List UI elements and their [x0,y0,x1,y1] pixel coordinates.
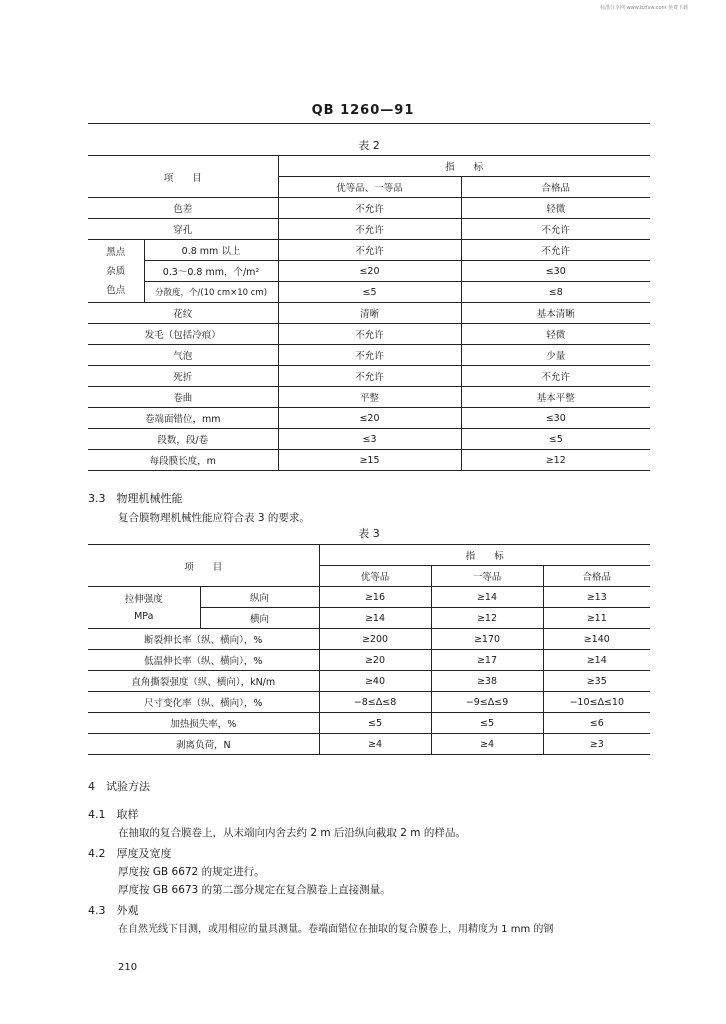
table2-value: 轻微 [461,324,650,345]
table2-item: 气泡 [88,345,278,366]
table3-item: 低温伸长率（纵、横向），% [88,650,319,671]
table3-value: ≥170 [431,629,543,650]
table2-value: ≤20 [278,408,461,429]
table3-value: ≥4 [431,734,543,755]
page-number: 210 [118,962,138,973]
table-row [88,671,650,692]
table2-header-grade2: 合格品 [461,177,650,198]
table-row [88,219,650,240]
table3-value: ≥38 [431,671,543,692]
table-row [88,734,650,755]
table2-group-label [88,240,144,303]
table3-value: ≥12 [431,608,543,629]
table3-item: 剥离负荷，N [88,734,319,755]
table-row [88,429,650,450]
table2-value: 不允许 [461,240,650,261]
table-row [88,240,650,261]
table2-value: 不允许 [278,324,461,345]
table3-value: ≥200 [319,629,431,650]
table3-value: ≤6 [543,713,650,734]
table3-item: 尺寸变化率（纵、横向），% [88,692,319,713]
table3-value: ≥11 [543,608,650,629]
table2-item: 发毛（包括冷痕） [88,324,278,345]
table-row [88,587,650,608]
table3-value: −9≤Δ≤9 [431,692,543,713]
table2-value: ≤30 [461,261,650,282]
table3-item: 加热损失率，% [88,713,319,734]
table2-item: 分散度，个/(10 cm×10 cm) [144,282,278,303]
table3-item: 横向 [200,608,319,629]
table2-value: 清晰 [278,303,461,324]
table3-value: −8≤Δ≤8 [319,692,431,713]
section-4-1-heading: 4.1 取样 [88,808,139,821]
table3-value: ≥13 [543,587,650,608]
table2-item: 卷端面错位，mm [88,408,278,429]
table3-header-index: 指 标 [319,545,650,566]
table2-value: 不允许 [278,366,461,387]
group-label-line: 黑点 [106,246,126,258]
table3-value: ≥14 [431,587,543,608]
table3-header-g3: 合格品 [543,566,650,587]
section-4-2-heading: 4.2 厚度及宽度 [88,847,172,860]
table3-value: ≥17 [431,650,543,671]
table2-item: 卷曲 [88,387,278,408]
table-row [88,324,650,345]
section-4-3-heading: 4.3 外观 [88,904,139,917]
table2-item: 死折 [88,366,278,387]
table2-item: 每段膜长度，m [88,450,278,471]
section-4-2-text1: 厚度按 GB 6672 的规定进行。 [118,866,265,878]
table-row [88,387,650,408]
table2-value: ≤30 [461,408,650,429]
table2-value: 轻微 [461,198,650,219]
table2-item: 0.3～0.8 mm，个/m² [144,261,278,282]
header-rule [88,123,650,124]
table-row [88,198,650,219]
section-3-3-heading: 3.3 物理机械性能 [88,492,183,505]
standard-header: QB 1260—91 [311,103,415,118]
table3-header-item: 项 目 [88,545,319,587]
table-row [88,692,650,713]
table2-header-index: 指 标 [278,156,650,177]
table2-value: 不允许 [461,366,650,387]
table3-item: 纵向 [200,587,319,608]
watermark: 标准分享网 www.bzfxw.com 免费下载 [600,5,688,11]
table3-value: ≥4 [319,734,431,755]
table-row [88,408,650,429]
table3-value: ≥14 [543,650,650,671]
group-label-line: 色点 [106,284,126,296]
table2-value: 不允许 [278,198,461,219]
table-row [88,450,650,471]
table3-value: ≥14 [319,608,431,629]
table2-value: 不允许 [278,219,461,240]
table3-item: 断裂伸长率（纵、横向），% [88,629,319,650]
table2-value: 基本平整 [461,387,650,408]
table3-value: ≥3 [543,734,650,755]
table-row [88,345,650,366]
table3-item: 直角撕裂强度（纵、横向），kN/m [88,671,319,692]
table3-caption: 表 3 [358,527,380,540]
table2-item: 0.8 mm 以上 [144,240,278,261]
tensile-label-line: 拉伸强度 [124,593,163,605]
table-row [88,650,650,671]
table3-value: ≥16 [319,587,431,608]
table2-item: 花纹 [88,303,278,324]
table3-header-g1: 优等品 [319,566,431,587]
table2-value: 平整 [278,387,461,408]
section-4-heading: 4 试验方法 [88,780,150,793]
table2-value: ≤20 [278,261,461,282]
table2-caption: 表 2 [358,139,380,152]
table-row [88,261,650,282]
section-4-3-text: 在自然光线下目测，或用相应的量具测量。卷端面错位在抽取的复合膜卷上，用精度为 1 mm 的钢 [118,924,554,935]
table2-value: 不允许 [278,240,461,261]
table2-value: 不允许 [278,345,461,366]
table3-value: ≥35 [543,671,650,692]
table3 [88,544,650,755]
table2-header-item: 项 目 [88,156,278,198]
table2-value: 不允许 [461,219,650,240]
table-row [88,303,650,324]
table2 [88,155,650,471]
table3-value: ≤5 [431,713,543,734]
table2-item: 段数，段/卷 [88,429,278,450]
table2-value: 基本清晰 [461,303,650,324]
table3-value: ≥40 [319,671,431,692]
table-row [88,282,650,303]
table2-value: ≤8 [461,282,650,303]
table3-header-g2: 一等品 [431,566,543,587]
table-row [88,713,650,734]
table3-tensile-label [88,587,200,629]
table3-value: ≥140 [543,629,650,650]
table2-item: 色差 [88,198,278,219]
group-label-line: 杂质 [106,265,126,277]
table2-value: ≥12 [461,450,650,471]
section-4-1-text: 在抽取的复合膜卷上，从末端向内舍去约 2 m 后沿纵向截取 2 m 的样品。 [118,827,466,839]
table3-value: ≥20 [319,650,431,671]
section-4-2-text2: 厚度按 GB 6673 的第二部分规定在复合膜卷上直接测量。 [118,884,391,896]
table3-value: −10≤Δ≤10 [543,692,650,713]
section-3-3-text: 复合膜物理机械性能应符合表 3 的要求。 [118,512,310,524]
table2-value: ≥15 [278,450,461,471]
table2-value: ≤5 [461,429,650,450]
table2-value: ≤3 [278,429,461,450]
table2-value: 少量 [461,345,650,366]
table-row [88,629,650,650]
table2-item: 穿孔 [88,219,278,240]
table2-value: ≤5 [278,282,461,303]
table3-value: ≤5 [319,713,431,734]
tensile-label-line: MPa [134,610,154,622]
table2-header-grade1: 优等品、一等品 [278,177,461,198]
table-row [88,366,650,387]
